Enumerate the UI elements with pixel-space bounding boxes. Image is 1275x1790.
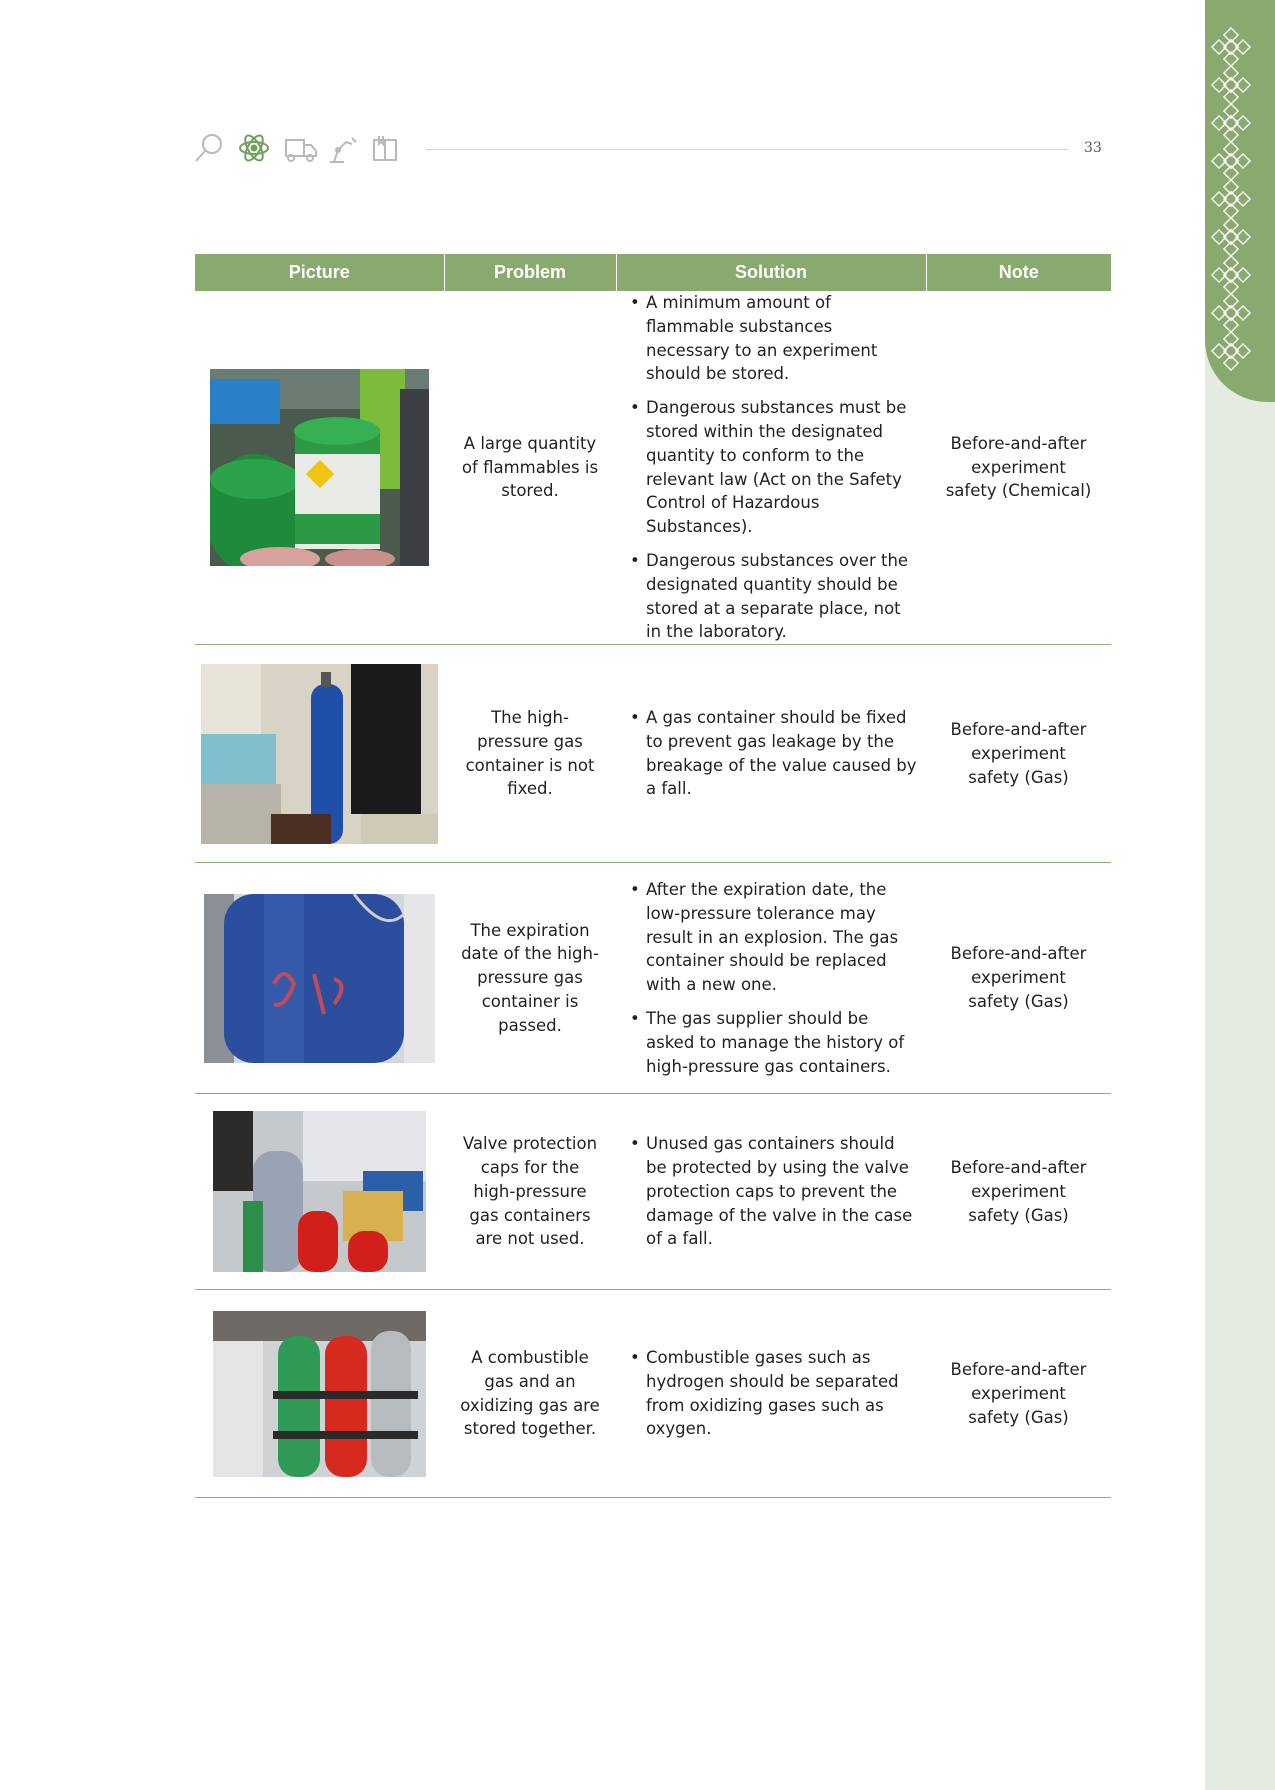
note-cell: Before-and-after experiment safety (Chemical) bbox=[926, 291, 1111, 645]
truck-icon bbox=[286, 140, 316, 161]
column-header-note: Note bbox=[926, 254, 1111, 291]
cylinders-without-caps-photo bbox=[213, 1111, 426, 1272]
header-rule bbox=[426, 149, 1068, 150]
problem-cell: Valve protection caps for the high-pressure gas containers are not used. bbox=[444, 1094, 616, 1290]
mixed-gas-storage-photo bbox=[213, 1311, 426, 1477]
expired-cylinder-photo bbox=[204, 894, 435, 1063]
problem-cell: The high-pressure gas container is not fixed. bbox=[444, 645, 616, 863]
column-header-problem: Problem bbox=[444, 254, 616, 291]
picture-cell bbox=[195, 291, 444, 645]
magnifier-icon bbox=[196, 135, 221, 161]
header-icons bbox=[194, 132, 404, 164]
robot-arm-icon bbox=[330, 138, 356, 162]
column-header-solution: Solution bbox=[616, 254, 926, 291]
picture-cell bbox=[195, 1094, 444, 1290]
table-row bbox=[195, 863, 1111, 1094]
problem-cell: The expiration date of the high-pressure gas container is passed. bbox=[444, 863, 616, 1094]
solution-item: • A gas container should be fixed to prevent gas leakage by the breakage of the value caused by a fall. bbox=[628, 706, 918, 801]
solution-item: • Combustible gases such as hydrogen should be separated from oxidizing gases such as oxygen. bbox=[628, 1346, 918, 1441]
table-row bbox=[195, 1094, 1111, 1290]
problem-cell: A combustible gas and an oxidizing gas are stored together. bbox=[444, 1290, 616, 1498]
side-tab bbox=[1205, 0, 1275, 402]
ornament-pattern bbox=[1205, 0, 1275, 402]
note-cell: Before-and-after experiment safety (Gas) bbox=[926, 863, 1111, 1094]
problem-cell: A large quantity of flammables is stored. bbox=[444, 291, 616, 645]
table-header-row bbox=[195, 254, 1111, 291]
flammable-drums-photo bbox=[210, 369, 429, 566]
table-row bbox=[195, 291, 1111, 645]
table-row bbox=[195, 645, 1111, 863]
solution-item: • After the expiration date, the low-pressure tolerance may result in an explosion. The gas container should be replaced with a new one. bbox=[628, 878, 918, 997]
book-icon bbox=[374, 136, 396, 160]
solution-cell bbox=[616, 645, 926, 863]
solution-cell bbox=[616, 291, 926, 645]
solution-cell bbox=[616, 1094, 926, 1290]
solution-item: • A minimum amount of flammable substances necessary to an experiment should be stored. bbox=[628, 291, 918, 386]
table-row bbox=[195, 1290, 1111, 1498]
solution-item: • Dangerous substances over the designated quantity should be stored at a separate place, not in the laboratory. bbox=[628, 549, 918, 644]
column-header-picture: Picture bbox=[195, 254, 444, 291]
atom-icon bbox=[240, 133, 268, 163]
picture-cell bbox=[195, 645, 444, 863]
note-cell: Before-and-after experiment safety (Gas) bbox=[926, 1094, 1111, 1290]
solution-item: • Dangerous substances must be stored within the designated quantity to conform to the relevant law (Act on the Safety Control of Hazardous Substances). bbox=[628, 396, 918, 539]
solution-cell bbox=[616, 863, 926, 1094]
safety-table bbox=[195, 254, 1111, 1498]
note-cell: Before-and-after experiment safety (Gas) bbox=[926, 645, 1111, 863]
unfixed-gas-cylinder-photo bbox=[201, 664, 438, 844]
solution-item: • Unused gas containers should be protected by using the valve protection caps to prevent the damage of the valve in the case of a fall. bbox=[628, 1132, 918, 1251]
picture-cell bbox=[195, 1290, 444, 1498]
page-number: 33 bbox=[1084, 140, 1102, 156]
solution-cell bbox=[616, 1290, 926, 1498]
solution-item: • The gas supplier should be asked to manage the history of high-pressure gas containers. bbox=[628, 1007, 918, 1078]
picture-cell bbox=[195, 863, 444, 1094]
note-cell: Before-and-after experiment safety (Gas) bbox=[926, 1290, 1111, 1498]
